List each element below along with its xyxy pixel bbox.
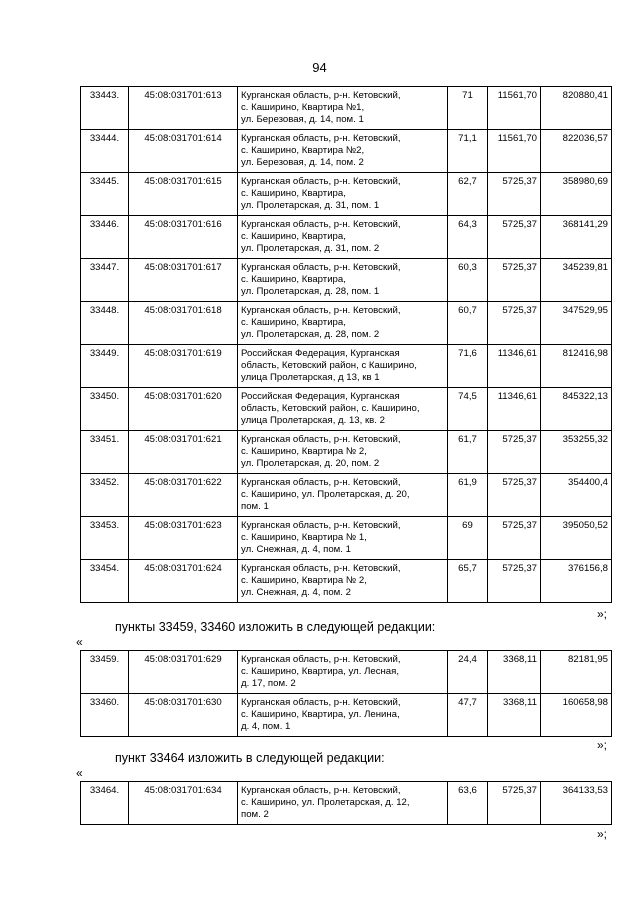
cadastral-value-cell: 345239,81 xyxy=(541,259,612,302)
cadastral-value-cell: 160658,98 xyxy=(541,694,612,737)
cadastral-value-cell: 845322,13 xyxy=(541,388,612,431)
page-number: 94 xyxy=(312,60,327,75)
table-row xyxy=(81,782,612,825)
rate-cell: 5725,37 xyxy=(488,431,541,474)
cadastral-number-cell: 45:08:031701:616 xyxy=(129,216,238,259)
rate-cell: 5725,37 xyxy=(488,517,541,560)
row-number-cell: 33446. xyxy=(81,216,129,259)
row-number-cell: 33460. xyxy=(81,694,129,737)
cadastral-number-cell: 45:08:031701:620 xyxy=(129,388,238,431)
row-number-cell: 33452. xyxy=(81,474,129,517)
table-row xyxy=(81,87,612,130)
address-cell: Курганская область, р-н. Кетовский, с. Каширино, Квартира, ул. Пролетарская, д. 28, пом. 2 xyxy=(238,302,448,345)
table-row xyxy=(81,173,612,216)
table-row xyxy=(81,345,612,388)
rate-cell: 3368,11 xyxy=(488,651,541,694)
rate-cell: 3368,11 xyxy=(488,694,541,737)
address-cell: Курганская область, р-н. Кетовский, с. Каширино, Квартира №1, ул. Березовая, д. 14, пом. 1 xyxy=(238,87,448,130)
address-cell: Курганская область, р-н. Кетовский, с. Каширино, Квартира №2, ул. Березовая, д. 14, пом. 2 xyxy=(238,130,448,173)
cadastral-number-cell: 45:08:031701:613 xyxy=(129,87,238,130)
area-cell: 61,7 xyxy=(448,431,488,474)
address-cell: Курганская область, р-н. Кетовский, с. Каширино, Квартира, ул. Пролетарская, д. 31, пом. 1 xyxy=(238,173,448,216)
cadastral-value-cell: 395050,52 xyxy=(541,517,612,560)
address-cell: Курганская область, р-н. Кетовский, с. Каширино, ул. Пролетарская, д. 20, пом. 1 xyxy=(238,474,448,517)
rate-cell: 5725,37 xyxy=(488,474,541,517)
table-row xyxy=(81,651,612,694)
rate-cell: 5725,37 xyxy=(488,173,541,216)
rate-cell: 5725,37 xyxy=(488,216,541,259)
amendment-paragraph-1: пункты 33459, 33460 изложить в следующей редакции: xyxy=(115,620,436,634)
rate-cell: 5725,37 xyxy=(488,302,541,345)
table-row xyxy=(81,302,612,345)
area-cell: 65,7 xyxy=(448,560,488,603)
row-number-cell: 33447. xyxy=(81,259,129,302)
row-number-cell: 33451. xyxy=(81,431,129,474)
table-row xyxy=(81,216,612,259)
row-number-cell: 33445. xyxy=(81,173,129,216)
rate-cell: 11346,61 xyxy=(488,345,541,388)
area-cell: 74,5 xyxy=(448,388,488,431)
cadastral-number-cell: 45:08:031701:622 xyxy=(129,474,238,517)
cadastral-value-cell: 812416,98 xyxy=(541,345,612,388)
area-cell: 60,7 xyxy=(448,302,488,345)
table-row xyxy=(81,388,612,431)
cadastral-value-cell: 353255,32 xyxy=(541,431,612,474)
cadastral-value-cell: 820880,41 xyxy=(541,87,612,130)
property-table-3 xyxy=(80,781,612,825)
address-cell: Курганская область, р-н. Кетовский, с. Каширино, ул. Пролетарская, д. 12, пом. 2 xyxy=(238,782,448,825)
cadastral-value-cell: 82181,95 xyxy=(541,651,612,694)
cadastral-number-cell: 45:08:031701:621 xyxy=(129,431,238,474)
area-cell: 63,6 xyxy=(448,782,488,825)
address-cell: Курганская область, р-н. Кетовский, с. Каширино, Квартира № 1, ул. Снежная, д. 4, пом. 1 xyxy=(238,517,448,560)
row-number-cell: 33443. xyxy=(81,87,129,130)
cadastral-value-cell: 358980,69 xyxy=(541,173,612,216)
table-row xyxy=(81,474,612,517)
area-cell: 24,4 xyxy=(448,651,488,694)
row-number-cell: 33448. xyxy=(81,302,129,345)
area-cell: 47,7 xyxy=(448,694,488,737)
address-cell: Российская Федерация, Курганская область, Кетовский район, с. Каширино, улица Пролетарская, д. 13, кв. 2 xyxy=(238,388,448,431)
address-cell: Курганская область, р-н. Кетовский, с. Каширино, Квартира, ул. Лесная, д. 17, пом. 2 xyxy=(238,651,448,694)
table-row xyxy=(81,259,612,302)
cadastral-number-cell: 45:08:031701:629 xyxy=(129,651,238,694)
table-row xyxy=(81,694,612,737)
row-number-cell: 33459. xyxy=(81,651,129,694)
row-number-cell: 33454. xyxy=(81,560,129,603)
cadastral-number-cell: 45:08:031701:630 xyxy=(129,694,238,737)
table-row xyxy=(81,431,612,474)
area-cell: 61,9 xyxy=(448,474,488,517)
row-number-cell: 33464. xyxy=(81,782,129,825)
cadastral-value-cell: 347529,95 xyxy=(541,302,612,345)
table-row xyxy=(81,560,612,603)
cadastral-value-cell: 376156,8 xyxy=(541,560,612,603)
cadastral-number-cell: 45:08:031701:634 xyxy=(129,782,238,825)
cadastral-number-cell: 45:08:031701:614 xyxy=(129,130,238,173)
address-cell: Курганская область, р-н. Кетовский, с. Каширино, Квартира № 2, ул. Пролетарская, д. 20, пом. 2 xyxy=(238,431,448,474)
cadastral-number-cell: 45:08:031701:623 xyxy=(129,517,238,560)
cadastral-number-cell: 45:08:031701:615 xyxy=(129,173,238,216)
closing-quote-2: »; xyxy=(596,738,607,752)
address-cell: Курганская область, р-н. Кетовский, с. Каширино, Квартира, ул. Пролетарская, д. 28, пом. 1 xyxy=(238,259,448,302)
rate-cell: 11561,70 xyxy=(488,130,541,173)
cadastral-number-cell: 45:08:031701:619 xyxy=(129,345,238,388)
area-cell: 71,1 xyxy=(448,130,488,173)
address-cell: Российская Федерация, Курганская область, Кетовский район, с Каширино, улица Пролетарская, д 13, кв 1 xyxy=(238,345,448,388)
area-cell: 62,7 xyxy=(448,173,488,216)
rate-cell: 5725,37 xyxy=(488,782,541,825)
cadastral-number-cell: 45:08:031701:624 xyxy=(129,560,238,603)
rate-cell: 11346,61 xyxy=(488,388,541,431)
cadastral-value-cell: 364133,53 xyxy=(541,782,612,825)
area-cell: 71,6 xyxy=(448,345,488,388)
row-number-cell: 33449. xyxy=(81,345,129,388)
property-table-1 xyxy=(80,86,612,603)
address-cell: Курганская область, р-н. Кетовский, с. Каширино, Квартира № 2, ул. Снежная, д. 4, пом. 2 xyxy=(238,560,448,603)
rate-cell: 5725,37 xyxy=(488,560,541,603)
area-cell: 60,3 xyxy=(448,259,488,302)
opening-quote-2: « xyxy=(76,766,83,780)
address-cell: Курганская область, р-н. Кетовский, с. Каширино, Квартира, ул. Пролетарская, д. 31, пом. 2 xyxy=(238,216,448,259)
property-table-2 xyxy=(80,650,612,737)
row-number-cell: 33444. xyxy=(81,130,129,173)
table-row xyxy=(81,517,612,560)
area-cell: 69 xyxy=(448,517,488,560)
opening-quote-1: « xyxy=(76,635,83,649)
amendment-paragraph-2: пункт 33464 изложить в следующей редакции: xyxy=(115,751,385,765)
area-cell: 64,3 xyxy=(448,216,488,259)
cadastral-number-cell: 45:08:031701:618 xyxy=(129,302,238,345)
closing-quote-1: »; xyxy=(596,607,607,621)
cadastral-value-cell: 354400,4 xyxy=(541,474,612,517)
area-cell: 71 xyxy=(448,87,488,130)
rate-cell: 5725,37 xyxy=(488,259,541,302)
closing-quote-3: »; xyxy=(596,827,607,841)
row-number-cell: 33450. xyxy=(81,388,129,431)
row-number-cell: 33453. xyxy=(81,517,129,560)
cadastral-value-cell: 822036,57 xyxy=(541,130,612,173)
cadastral-value-cell: 368141,29 xyxy=(541,216,612,259)
table-row xyxy=(81,130,612,173)
address-cell: Курганская область, р-н. Кетовский, с. Каширино, Квартира, ул. Ленина, д. 4, пом. 1 xyxy=(238,694,448,737)
rate-cell: 11561,70 xyxy=(488,87,541,130)
cadastral-number-cell: 45:08:031701:617 xyxy=(129,259,238,302)
